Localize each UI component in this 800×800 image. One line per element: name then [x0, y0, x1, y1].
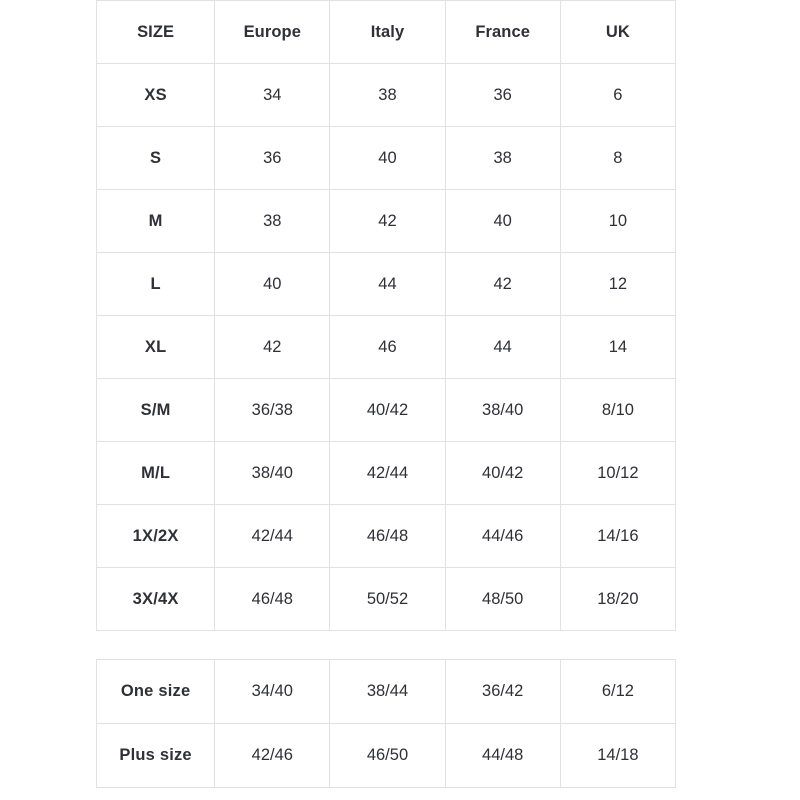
cell-france: 44/48 [445, 724, 560, 788]
column-header-size: SIZE [97, 1, 215, 64]
one-size-table-body [97, 660, 676, 788]
cell-europe: 36/38 [215, 379, 330, 442]
cell-europe: 42 [215, 316, 330, 379]
table-header-row [97, 1, 676, 64]
row-label: M/L [97, 442, 215, 505]
cell-uk: 10 [560, 190, 675, 253]
cell-uk: 6 [560, 64, 675, 127]
cell-italy: 46 [330, 316, 445, 379]
table-row [97, 505, 676, 568]
row-label: XL [97, 316, 215, 379]
cell-france: 40/42 [445, 442, 560, 505]
cell-uk: 14/18 [560, 724, 675, 788]
cell-europe: 34/40 [215, 660, 330, 724]
table-row [97, 660, 676, 724]
size-conversion-table [96, 0, 676, 631]
cell-france: 40 [445, 190, 560, 253]
row-label: 3X/4X [97, 568, 215, 631]
table-row [97, 127, 676, 190]
cell-italy: 50/52 [330, 568, 445, 631]
row-label: Plus size [97, 724, 215, 788]
column-header-italy: Italy [330, 1, 445, 64]
cell-italy: 38/44 [330, 660, 445, 724]
cell-uk: 14 [560, 316, 675, 379]
cell-europe: 40 [215, 253, 330, 316]
tables-container [96, 0, 676, 788]
table-spacer [96, 631, 676, 659]
row-label: M [97, 190, 215, 253]
cell-uk: 18/20 [560, 568, 675, 631]
cell-france: 42 [445, 253, 560, 316]
cell-france: 38/40 [445, 379, 560, 442]
one-size-table [96, 659, 676, 788]
cell-italy: 42 [330, 190, 445, 253]
cell-france: 48/50 [445, 568, 560, 631]
row-label: L [97, 253, 215, 316]
column-header-europe: Europe [215, 1, 330, 64]
cell-europe: 42/46 [215, 724, 330, 788]
row-label: 1X/2X [97, 505, 215, 568]
cell-france: 44/46 [445, 505, 560, 568]
cell-italy: 40/42 [330, 379, 445, 442]
table-row [97, 568, 676, 631]
cell-italy: 46/48 [330, 505, 445, 568]
table-body [97, 64, 676, 631]
cell-uk: 12 [560, 253, 675, 316]
row-label: S [97, 127, 215, 190]
cell-uk: 10/12 [560, 442, 675, 505]
table-row [97, 442, 676, 505]
row-label: XS [97, 64, 215, 127]
cell-france: 36/42 [445, 660, 560, 724]
table-row [97, 379, 676, 442]
cell-france: 36 [445, 64, 560, 127]
cell-france: 44 [445, 316, 560, 379]
cell-europe: 42/44 [215, 505, 330, 568]
table-row [97, 253, 676, 316]
cell-italy: 42/44 [330, 442, 445, 505]
cell-europe: 38/40 [215, 442, 330, 505]
table-header [97, 1, 676, 64]
cell-italy: 40 [330, 127, 445, 190]
table-row [97, 316, 676, 379]
cell-uk: 6/12 [560, 660, 675, 724]
cell-uk: 8/10 [560, 379, 675, 442]
cell-uk: 8 [560, 127, 675, 190]
cell-italy: 38 [330, 64, 445, 127]
cell-uk: 14/16 [560, 505, 675, 568]
cell-italy: 46/50 [330, 724, 445, 788]
row-label: One size [97, 660, 215, 724]
table-row [97, 190, 676, 253]
cell-europe: 36 [215, 127, 330, 190]
column-header-uk: UK [560, 1, 675, 64]
table-row [97, 724, 676, 788]
cell-europe: 34 [215, 64, 330, 127]
cell-france: 38 [445, 127, 560, 190]
cell-europe: 46/48 [215, 568, 330, 631]
cell-italy: 44 [330, 253, 445, 316]
table-row [97, 64, 676, 127]
row-label: S/M [97, 379, 215, 442]
cell-europe: 38 [215, 190, 330, 253]
column-header-france: France [445, 1, 560, 64]
